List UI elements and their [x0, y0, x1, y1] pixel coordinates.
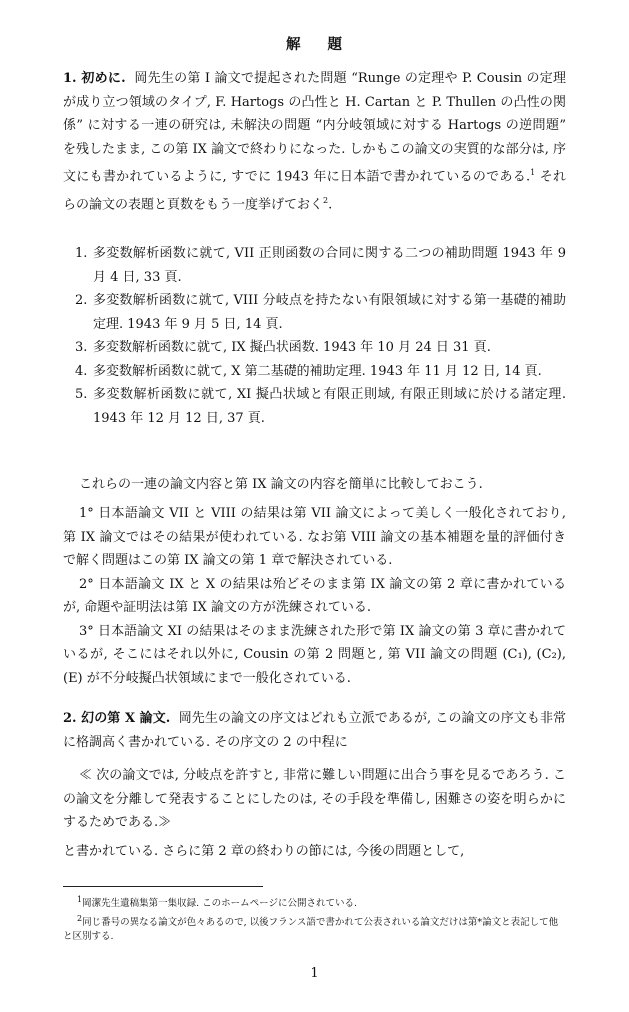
list-item: [63, 383, 566, 430]
footnote-number: 1: [77, 895, 83, 904]
preface-quote: [63, 764, 566, 835]
footnote-text: 岡潔先生遺稿集第一集収録. このホームページに公開されている.: [82, 898, 357, 910]
list-item-text: 多変数解析函数に就て, IX 擬凸状函数. 1943 年 10 月 24 日 31 頁.: [93, 340, 491, 355]
section-2-body: 岡先生の論文の序文はどれも立派であるが, この論文の序文も非常に格調高く書かれている. その序文の 2 の中程に: [63, 711, 567, 750]
footnote-number: 2: [77, 913, 83, 923]
after-quote-text: と書かれている. さらに第 2 章の終わりの節には, 今後の問題として,: [63, 844, 465, 859]
footnote-text: 同じ番号の異なる論文が色々あるので, 以後フランス語で書かれて公表されいる論文だけは第*論文と表記して他と区別する.: [63, 916, 559, 943]
list-item-text: 多変数解析函数に就て, VII 正則函数の合同に関する二つの補助問題 1943 年 9 月 4 日, 33 頁.: [93, 246, 566, 285]
footnotes: [63, 893, 566, 945]
comparison-point: 2° 日本語論文 IX と X の結果は殆どそのまま第 IX 論文の第 2 章に書かれているが, 命題や証明法は第 IX 論文の方が洗練されている.: [63, 576, 566, 615]
section-2: [63, 707, 566, 754]
comparison-points: [63, 502, 566, 690]
section-1-tail: それらの論文の表題と頁数をもう一度挙げておく: [63, 169, 566, 213]
list-item-text: 多変数解析函数に就て, XI 擬凸状域と有限正則域, 有限正則域に於ける諸定理. 1943 年 12 月 12 日, 37 頁.: [93, 387, 566, 426]
list-item: [63, 289, 566, 336]
page-title: [63, 33, 566, 54]
footnote-mark-1: 1: [530, 168, 536, 177]
list-item-number: 3.: [75, 340, 88, 355]
section-1-heading: 1. 初めに.: [63, 71, 126, 86]
footnote: [63, 912, 566, 945]
list-item-number: 4.: [75, 363, 88, 379]
list-item-text: 多変数解析函数に就て, X 第二基礎的補助定理. 1943 年 11 月 12 日, 14 頁.: [93, 363, 542, 379]
comparison-point: 3° 日本語論文 XI の結果はそのまま洗練された形で第 IX 論文の第 3 章に書かれているが, そこにはそれ以外に, Cousin の第 2 問題と, 第 VII 論文の問題 (C₁), (C₂), (E) が不分岐擬凸状領域にまで一般化されている.: [63, 623, 566, 686]
list-item-text: 多変数解析函数に就て, VIII 分岐点を持たない有限領域に対する第一基礎的補助定理. 1943 年 9 月 5 日, 14 頁.: [93, 293, 566, 332]
section-1: [63, 67, 566, 217]
section-1-tail-end: .: [328, 197, 333, 213]
list-item-number: 2.: [75, 293, 88, 308]
comparison-intro-text: これらの一連の論文内容と第 IX 論文の内容を簡単に比較しておこう.: [79, 477, 483, 492]
title-char-1: 解: [286, 36, 302, 53]
footnote-divider: [63, 886, 263, 887]
list-item-number: 1.: [75, 246, 88, 261]
paper-list: [63, 242, 566, 430]
list-item: [63, 242, 566, 289]
title-char-2: 題: [327, 36, 343, 53]
section-1-body: 岡先生の第 I 論文で提起された問題 “Runge の定理や P. Cousin の定理が成り立つ領域のタイプ, F. Hartogs の凸性と H. Cartan と P. Thullen の凸性の関係” に対する一連の研究は, 未解決の問題 “内分岐領域に対する Hartogs の逆問題” を残したまま, この第 IX 論文で終わりになった. しかもこの論文の実質的な部分は, 序文にも書かれているように, すでに 1943 年に日本語で書かれているのである.: [63, 71, 566, 185]
list-item-number: 5.: [75, 387, 88, 402]
comparison-intro: [79, 473, 566, 497]
section-1-paragraph: [63, 67, 566, 217]
comparison-point: 1° 日本語論文 VII と VIII の結果は第 VII 論文によって美しく一般化されており, 第 IX 論文ではその結果が使われている. なお第 VIII 論文の基本補題を量的評価付きで解く問題はこの第 IX 論文の第 1 章で解決されている.: [63, 506, 566, 568]
footnote-mark-2: 2: [323, 195, 329, 205]
section-2-heading: 2. 幻の第 X 論文.: [63, 711, 171, 726]
section-2-paragraph: [63, 707, 566, 754]
footnote: [63, 893, 566, 912]
page-number: 1: [310, 966, 319, 981]
preface-quote-text: ≪ 次の論文では, 分岐点を許すと, 非常に難しい問題に出合う事を見るであろう. この論文を分離して発表することにしたのは, その手段を準備し, 困難さの姿を明らかにするためである.≫: [63, 768, 566, 830]
list-item: [63, 360, 566, 384]
list-item: [63, 336, 566, 360]
after-quote: [63, 840, 566, 864]
